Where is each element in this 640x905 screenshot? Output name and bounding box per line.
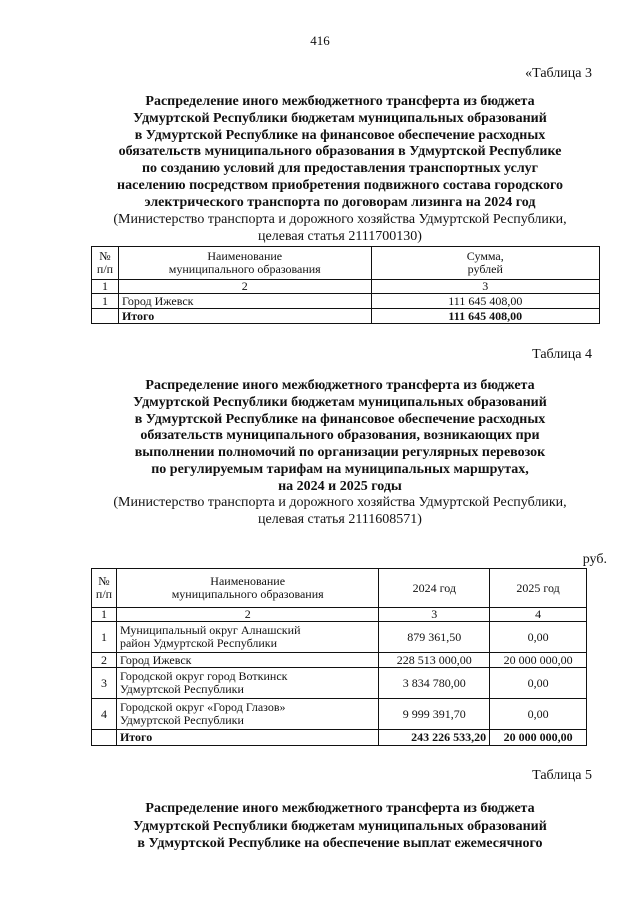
column-number: 3 <box>379 608 490 622</box>
title-line: Удмуртской Республики бюджетам муниципальных образований <box>133 110 547 126</box>
table4-label: Таблица 4 <box>532 347 592 362</box>
title-line: обязательств муниципального образования, возникающих при <box>140 428 540 444</box>
title-line: Распределение иного межбюджетного трансферта из бюджета <box>145 94 535 109</box>
table-header-row <box>92 569 587 608</box>
table3-label: «Таблица 3 <box>525 66 592 81</box>
currency-unit: руб. <box>582 552 607 567</box>
row-no: 2 <box>92 653 117 668</box>
total-sum: 111 645 408,00 <box>371 309 599 324</box>
column-number: 1 <box>92 608 117 622</box>
subtitle-line: (Министерство транспорта и дорожного хозяйства Удмуртской Республики, <box>113 495 567 510</box>
title-line: по регулируемым тарифам на муниципальных маршрутах, <box>151 461 529 477</box>
row-no: 1 <box>92 622 117 653</box>
title-line: Удмуртской Республики бюджетам муниципальных образований <box>133 394 547 410</box>
table-row <box>92 668 587 699</box>
table5-title <box>60 800 620 853</box>
column-number: 4 <box>490 608 587 622</box>
column-number-row <box>92 608 587 622</box>
row-no: 4 <box>92 699 117 730</box>
title-line: электрического транспорта по договорам лизинга на 2024 год <box>144 194 536 210</box>
row-name: Городской округ «Город Глазов» Удмуртской Республики <box>116 699 378 730</box>
total-label: Итого <box>118 309 371 324</box>
title-line: по созданию условий для предоставления транспортных услуг <box>141 161 539 177</box>
header-name: Наименование муниципального образования <box>116 569 378 608</box>
column-number: 1 <box>92 280 119 294</box>
column-number: 2 <box>118 280 371 294</box>
title-line: в Удмуртской Республике на финансовое обеспечение расходных <box>134 127 546 143</box>
table4 <box>91 568 587 746</box>
table-header-row <box>92 247 600 280</box>
row-name: Город Ижевск <box>118 294 371 309</box>
row-2025: 0,00 <box>490 622 587 653</box>
header-no: № п/п <box>92 569 117 608</box>
title-line: Распределение иного межбюджетного трансферта из бюджета <box>145 801 535 816</box>
table-row <box>92 653 587 668</box>
row-no-empty <box>92 730 117 746</box>
title-line: в Удмуртской Республике на финансовое обеспечение расходных <box>134 411 546 427</box>
column-number: 3 <box>371 280 599 294</box>
total-2025: 20 000 000,00 <box>490 730 587 746</box>
table-row <box>92 699 587 730</box>
header-name: Наименование муниципального образования <box>118 247 371 280</box>
title-line: выполнении полномочий по организации регулярных перевозок <box>134 445 546 461</box>
table-row <box>92 294 600 309</box>
table3-subtitle <box>60 212 620 246</box>
title-line: в Удмуртской Республике на обеспечение выплат ежемесячного <box>137 836 543 851</box>
table3-title <box>60 94 620 212</box>
row-2024: 228 513 000,00 <box>379 653 490 668</box>
row-name: Город Ижевск <box>116 653 378 668</box>
header-sum: Сумма, рублей <box>371 247 599 280</box>
header-2025: 2025 год <box>490 569 587 608</box>
title-line: на 2024 и 2025 годы <box>278 478 402 494</box>
title-line: Распределение иного межбюджетного трансферта из бюджета <box>145 378 535 393</box>
column-number: 2 <box>116 608 378 622</box>
table4-subtitle <box>60 495 620 529</box>
table5-label: Таблица 5 <box>532 768 592 783</box>
subtitle-line: целевая статья 2111700130) <box>258 228 422 244</box>
row-name: Муниципальный округ Алнашский район Удмуртской Республики <box>116 622 378 653</box>
title-line: обязательств муниципального образования в Удмуртской Республике <box>118 144 562 160</box>
header-no: № п/п <box>92 247 119 280</box>
title-line: населению посредством приобретения подвижного состава городского <box>117 177 563 193</box>
subtitle-line: целевая статья 2111608571) <box>258 511 422 527</box>
table3 <box>91 246 600 324</box>
row-no-empty <box>92 309 119 324</box>
total-label: Итого <box>116 730 378 746</box>
row-2025: 0,00 <box>490 699 587 730</box>
row-2024: 3 834 780,00 <box>379 668 490 699</box>
total-row <box>92 309 600 324</box>
total-row <box>92 730 587 746</box>
page-number: 416 <box>310 33 330 48</box>
table-row <box>92 622 587 653</box>
row-2025: 20 000 000,00 <box>490 653 587 668</box>
row-no: 3 <box>92 668 117 699</box>
row-2024: 9 999 391,70 <box>379 699 490 730</box>
subtitle-line: (Министерство транспорта и дорожного хозяйства Удмуртской Республики, <box>113 212 567 227</box>
column-number-row <box>92 280 600 294</box>
total-2024: 243 226 533,20 <box>379 730 490 746</box>
title-line: Удмуртской Республики бюджетам муниципальных образований <box>133 818 547 834</box>
row-2024: 879 361,50 <box>379 622 490 653</box>
row-2025: 0,00 <box>490 668 587 699</box>
header-2024: 2024 год <box>379 569 490 608</box>
row-no: 1 <box>92 294 119 309</box>
table4-title <box>60 378 620 496</box>
row-sum: 111 645 408,00 <box>371 294 599 309</box>
row-name: Городской округ город Воткинск Удмуртской Республики <box>116 668 378 699</box>
